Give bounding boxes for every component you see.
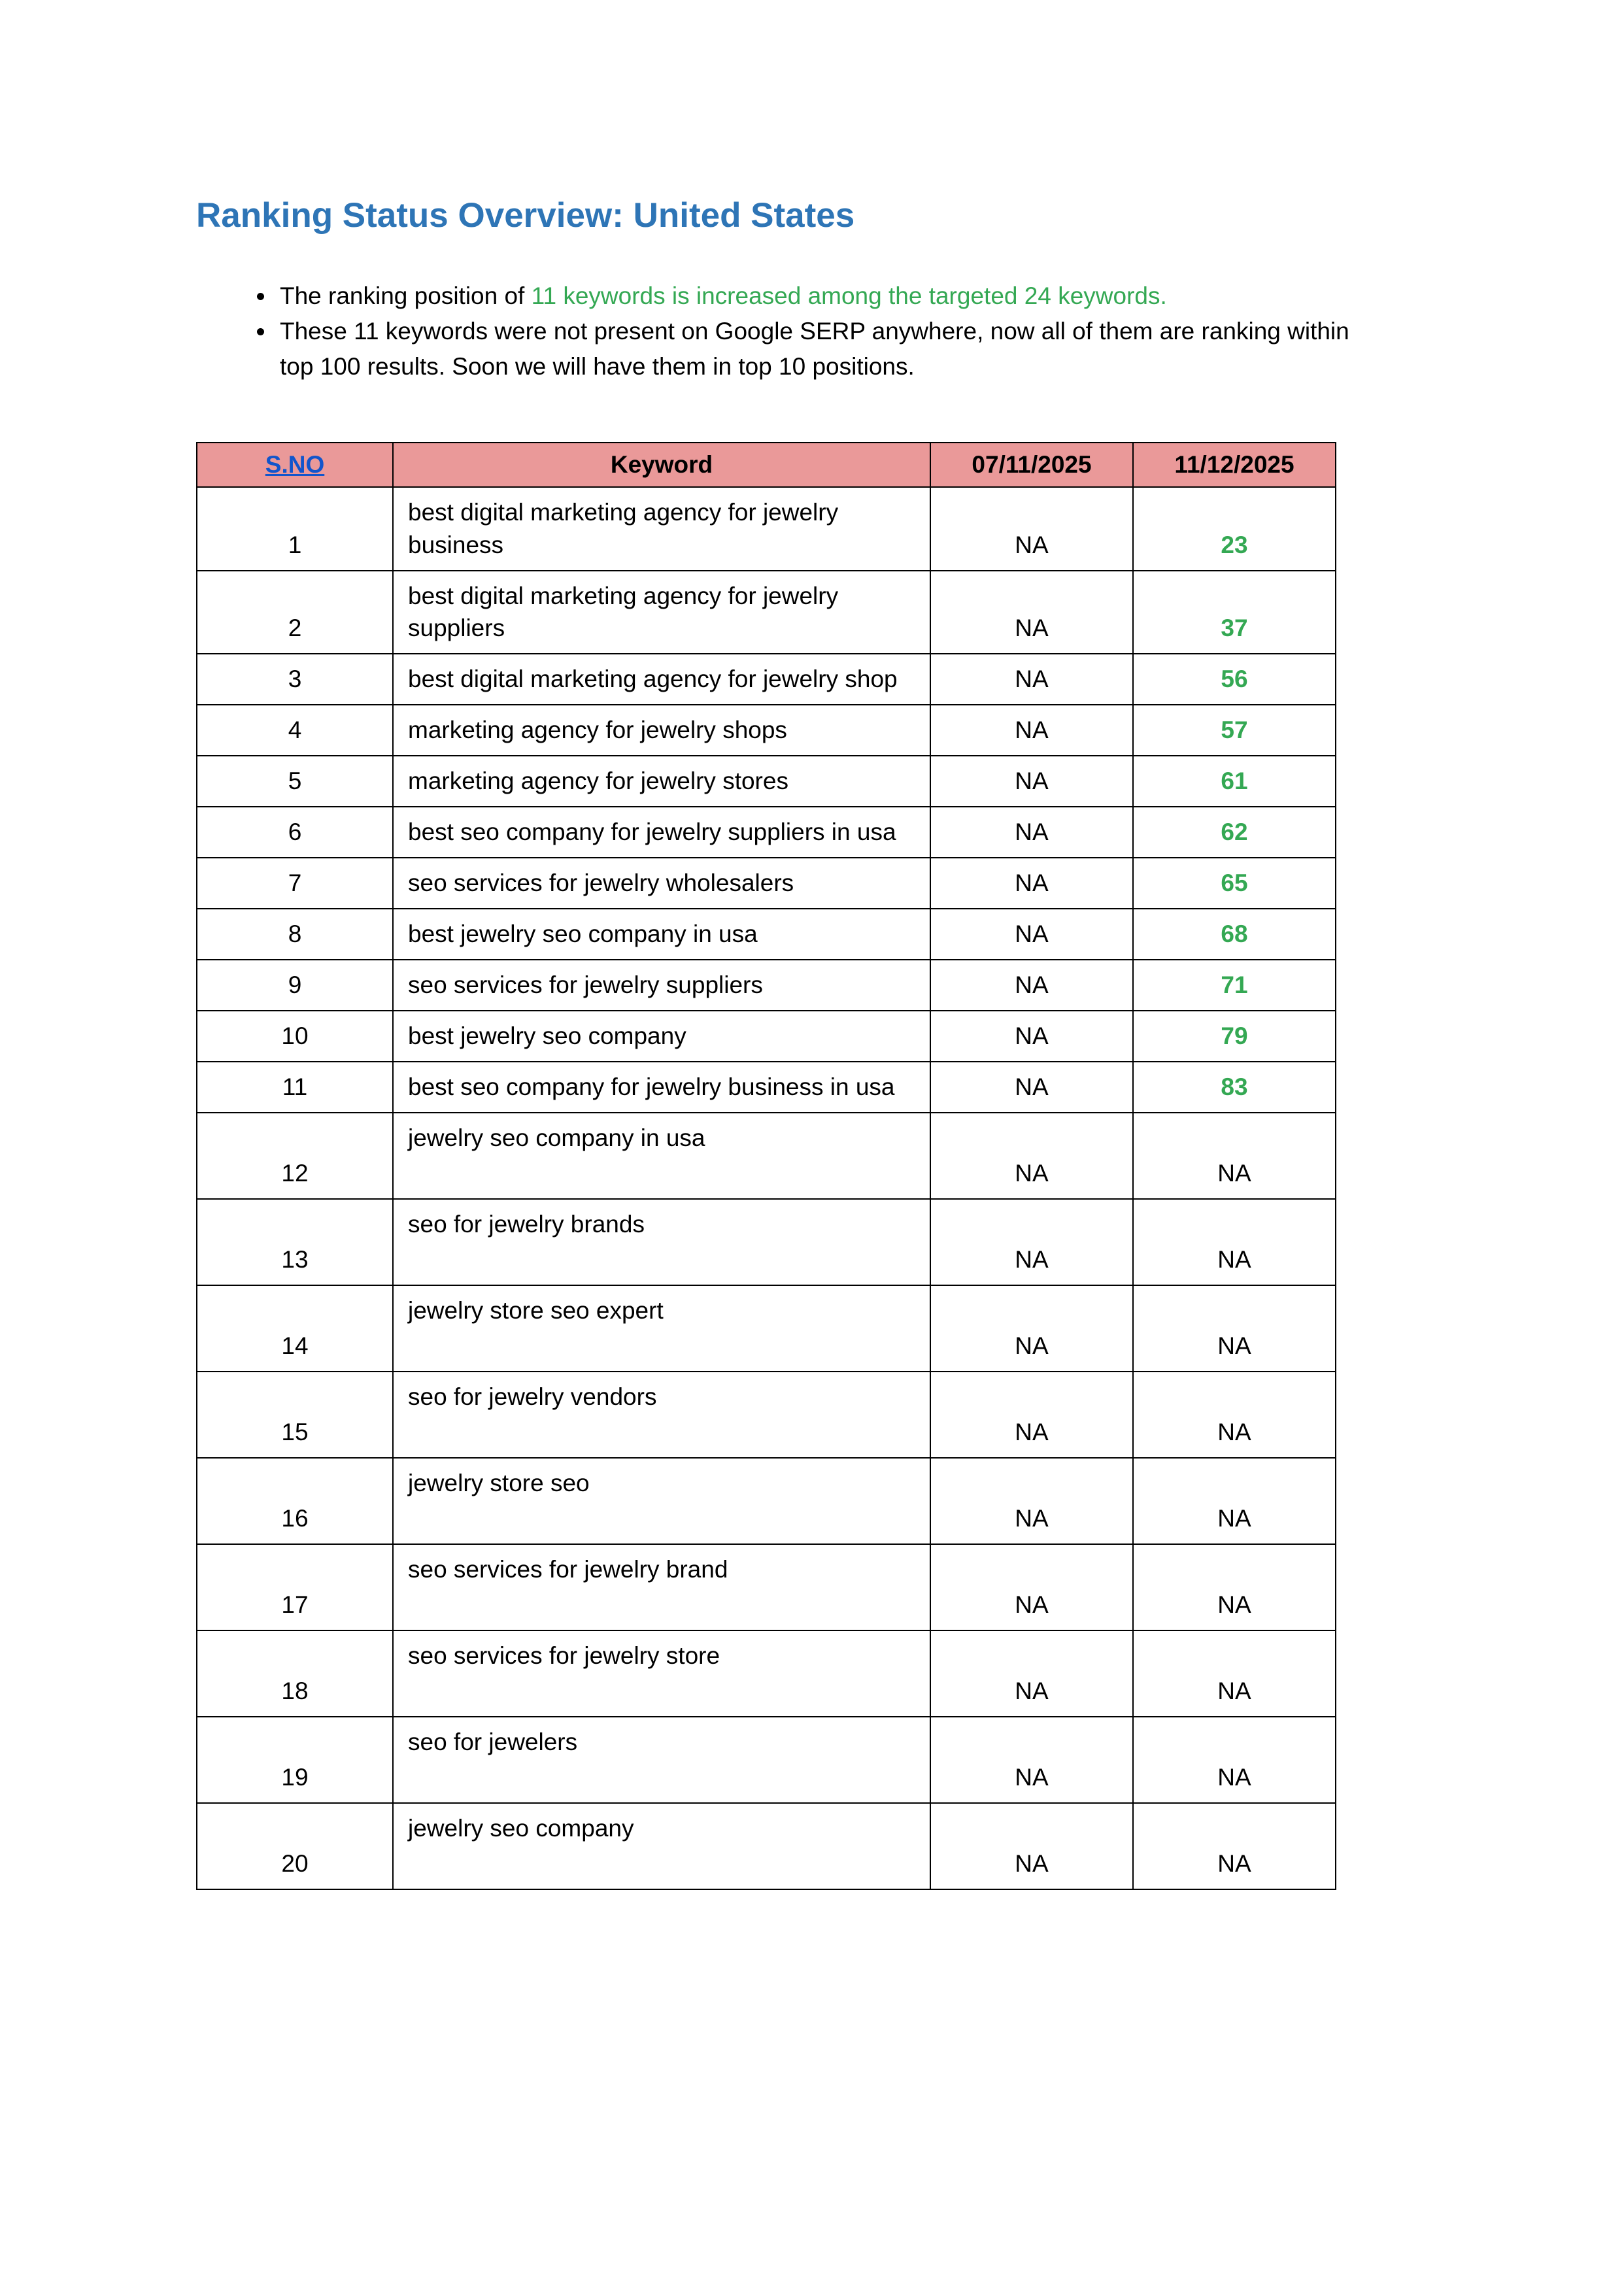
cell-rank-prev: NA [930, 654, 1133, 705]
ranking-table-body [197, 487, 1336, 1889]
cell-rank-curr: 62 [1133, 807, 1336, 858]
cell-rank-curr: 57 [1133, 705, 1336, 756]
cell-rank-curr: 71 [1133, 960, 1336, 1011]
table-row [197, 858, 1336, 909]
cell-rank-curr: 37 [1133, 571, 1336, 654]
cell-rank-prev: NA [930, 1011, 1133, 1062]
cell-rank-curr: NA [1133, 1113, 1336, 1199]
sno-header-link[interactable]: S.NO [265, 450, 325, 478]
bullet-2-text: These 11 keywords were not present on Google SERP anywhere, now all of them are ranking within top 100 results. Soon we will have them in top 10 positions. [280, 317, 1349, 380]
cell-rank-curr: NA [1133, 1803, 1336, 1889]
cell-rank-curr: 61 [1133, 756, 1336, 807]
cell-keyword: seo for jewelers [393, 1717, 930, 1803]
cell-sno: 1 [197, 487, 393, 571]
cell-rank-prev: NA [930, 487, 1133, 571]
cell-sno: 12 [197, 1113, 393, 1199]
cell-sno: 10 [197, 1011, 393, 1062]
bullet-1-highlight: 11 keywords is increased among the targeted 24 keywords. [531, 282, 1167, 309]
cell-sno: 16 [197, 1458, 393, 1544]
summary-bullet-1 [276, 278, 1366, 314]
cell-rank-prev: NA [930, 571, 1133, 654]
cell-rank-prev: NA [930, 756, 1133, 807]
col-header-prev-date: 07/11/2025 [930, 443, 1133, 487]
table-row [197, 1062, 1336, 1113]
cell-rank-curr: 79 [1133, 1011, 1336, 1062]
table-row [197, 571, 1336, 654]
cell-rank-prev: NA [930, 960, 1133, 1011]
cell-keyword: jewelry store seo expert [393, 1285, 930, 1372]
cell-keyword: jewelry seo company in usa [393, 1113, 930, 1199]
cell-rank-curr: 23 [1133, 487, 1336, 571]
cell-rank-prev: NA [930, 909, 1133, 960]
table-row [197, 1803, 1336, 1889]
table-row [197, 1285, 1336, 1372]
page-title: Ranking Status Overview: United States [196, 196, 855, 235]
cell-sno: 4 [197, 705, 393, 756]
cell-rank-prev: NA [930, 1717, 1133, 1803]
cell-rank-prev: NA [930, 705, 1133, 756]
table-row [197, 909, 1336, 960]
cell-rank-prev: NA [930, 858, 1133, 909]
cell-rank-prev: NA [930, 1199, 1133, 1285]
table-row [197, 1458, 1336, 1544]
ranking-table [196, 442, 1336, 1890]
table-row [197, 807, 1336, 858]
cell-sno: 15 [197, 1372, 393, 1458]
col-header-sno [197, 443, 393, 487]
cell-keyword: best digital marketing agency for jewelry shop [393, 654, 930, 705]
table-row [197, 960, 1336, 1011]
table-row [197, 756, 1336, 807]
cell-keyword: seo services for jewelry suppliers [393, 960, 930, 1011]
cell-sno: 17 [197, 1544, 393, 1630]
cell-rank-prev: NA [930, 1630, 1133, 1717]
cell-keyword: best seo company for jewelry business in usa [393, 1062, 930, 1113]
cell-keyword: best jewelry seo company in usa [393, 909, 930, 960]
cell-sno: 3 [197, 654, 393, 705]
table-row [197, 1011, 1336, 1062]
cell-keyword: jewelry seo company [393, 1803, 930, 1889]
cell-rank-prev: NA [930, 1113, 1133, 1199]
cell-rank-curr: NA [1133, 1717, 1336, 1803]
cell-rank-prev: NA [930, 1544, 1133, 1630]
cell-keyword: best digital marketing agency for jewelry business [393, 487, 930, 571]
cell-rank-curr: NA [1133, 1285, 1336, 1372]
cell-keyword: seo services for jewelry store [393, 1630, 930, 1717]
cell-rank-prev: NA [930, 1458, 1133, 1544]
cell-sno: 13 [197, 1199, 393, 1285]
cell-sno: 5 [197, 756, 393, 807]
cell-rank-prev: NA [930, 807, 1133, 858]
cell-rank-curr: NA [1133, 1199, 1336, 1285]
table-row [197, 1199, 1336, 1285]
bullet-1-text: The ranking position of [280, 282, 532, 309]
cell-rank-prev: NA [930, 1372, 1133, 1458]
cell-rank-prev: NA [930, 1285, 1133, 1372]
cell-rank-curr: NA [1133, 1372, 1336, 1458]
table-row [197, 1630, 1336, 1717]
cell-rank-curr: NA [1133, 1458, 1336, 1544]
cell-keyword: seo for jewelry brands [393, 1199, 930, 1285]
table-row [197, 487, 1336, 571]
cell-rank-curr: NA [1133, 1544, 1336, 1630]
table-row [197, 705, 1336, 756]
table-row [197, 1372, 1336, 1458]
cell-sno: 9 [197, 960, 393, 1011]
table-row [197, 1544, 1336, 1630]
table-row [197, 1717, 1336, 1803]
cell-sno: 2 [197, 571, 393, 654]
summary-bullet-2 [276, 314, 1366, 384]
cell-keyword: marketing agency for jewelry shops [393, 705, 930, 756]
cell-rank-prev: NA [930, 1062, 1133, 1113]
table-row [197, 654, 1336, 705]
cell-rank-prev: NA [930, 1803, 1133, 1889]
cell-keyword: seo for jewelry vendors [393, 1372, 930, 1458]
cell-keyword: seo services for jewelry brand [393, 1544, 930, 1630]
cell-rank-curr: 83 [1133, 1062, 1336, 1113]
cell-keyword: seo services for jewelry wholesalers [393, 858, 930, 909]
cell-keyword: best digital marketing agency for jewelry suppliers [393, 571, 930, 654]
col-header-curr-date: 11/12/2025 [1133, 443, 1336, 487]
col-header-keyword: Keyword [393, 443, 930, 487]
cell-sno: 19 [197, 1717, 393, 1803]
cell-sno: 14 [197, 1285, 393, 1372]
summary-list [196, 278, 1366, 384]
cell-rank-curr: NA [1133, 1630, 1336, 1717]
cell-sno: 11 [197, 1062, 393, 1113]
cell-rank-curr: 65 [1133, 858, 1336, 909]
cell-rank-curr: 68 [1133, 909, 1336, 960]
cell-sno: 20 [197, 1803, 393, 1889]
cell-sno: 8 [197, 909, 393, 960]
cell-rank-curr: 56 [1133, 654, 1336, 705]
cell-keyword: best jewelry seo company [393, 1011, 930, 1062]
cell-keyword: marketing agency for jewelry stores [393, 756, 930, 807]
cell-sno: 18 [197, 1630, 393, 1717]
cell-sno: 7 [197, 858, 393, 909]
cell-keyword: jewelry store seo [393, 1458, 930, 1544]
cell-keyword: best seo company for jewelry suppliers in usa [393, 807, 930, 858]
table-header-row [197, 443, 1336, 487]
table-row [197, 1113, 1336, 1199]
cell-sno: 6 [197, 807, 393, 858]
